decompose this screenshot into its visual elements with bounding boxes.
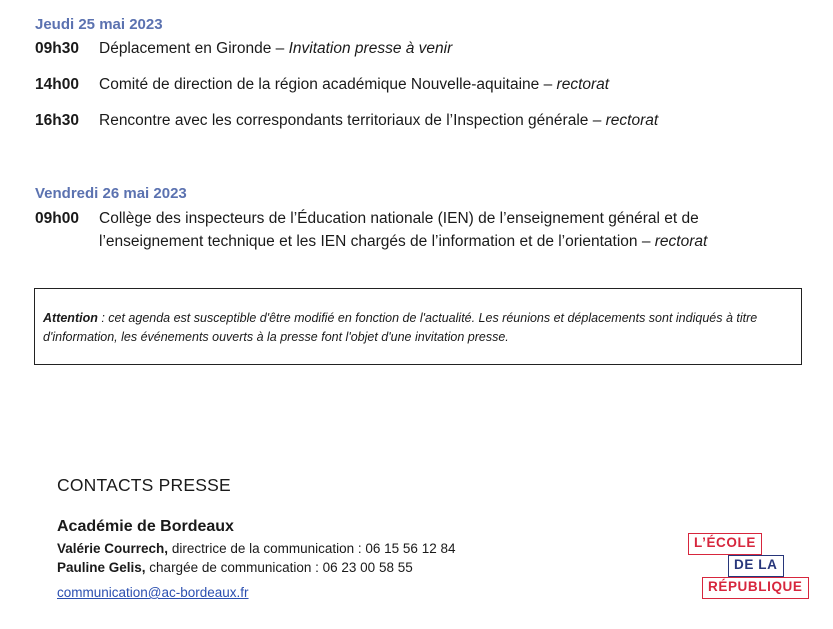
event-description: Rencontre avec les correspondants territoriaux de l’Inspection générale – rectorat <box>99 112 659 129</box>
contact-person <box>57 560 413 575</box>
day-heading-thursday: Jeudi 25 mai 2023 <box>35 16 163 33</box>
contact-name: Valérie Courrech, <box>57 541 169 556</box>
event-place: rectorat <box>556 76 610 93</box>
event-description: Déplacement en Gironde – Invitation presse à venir <box>99 40 453 57</box>
contact-role: directrice de la communication : 06 15 56 12 84 <box>168 541 456 556</box>
event-time: 14h00 <box>35 76 79 93</box>
attention-notice <box>34 288 802 365</box>
organization-name: Académie de Bordeaux <box>57 518 234 535</box>
event-description: Comité de direction de la région académique Nouvelle-aquitaine – rectorat <box>99 76 610 93</box>
contact-role: chargée de communication : 06 23 00 58 55 <box>145 560 413 575</box>
contact-name: Pauline Gelis, <box>57 560 146 575</box>
notice-label: Attention <box>43 311 98 325</box>
logo-line-3: RÉPUBLIQUE <box>702 577 809 599</box>
event-place: rectorat <box>605 112 659 129</box>
event-time: 16h30 <box>35 112 79 129</box>
event-place: Invitation presse à venir <box>288 40 453 57</box>
event-place: rectorat <box>654 233 708 250</box>
event-description: Collège des inspecteurs de l’Éducation nationale (IEN) de l’enseignement général et de l’enseignement technique et les IEN chargés de l’information et de l’orientation – rectorat <box>99 210 708 250</box>
contact-person <box>57 541 455 556</box>
logo-line-1: L’ÉCOLE <box>688 533 762 555</box>
event-time: 09h30 <box>35 40 79 57</box>
ecole-republique-logo <box>688 533 812 601</box>
agenda-item <box>35 207 815 255</box>
logo-line-2: DE LA <box>728 555 784 577</box>
contacts-title: CONTACTS PRESSE <box>57 475 231 495</box>
email-link[interactable]: communication@ac-bordeaux.fr <box>57 585 249 600</box>
day-heading-friday: Vendredi 26 mai 2023 <box>35 185 187 202</box>
event-time: 09h00 <box>35 210 79 227</box>
notice-text: : cet agenda est susceptible d'être modifié en fonction de l'actualité. Les réunions et déplacements sont indiqués à titre d'information, les événements ouverts à la presse font l'objet d'une invitation presse. <box>43 311 758 344</box>
